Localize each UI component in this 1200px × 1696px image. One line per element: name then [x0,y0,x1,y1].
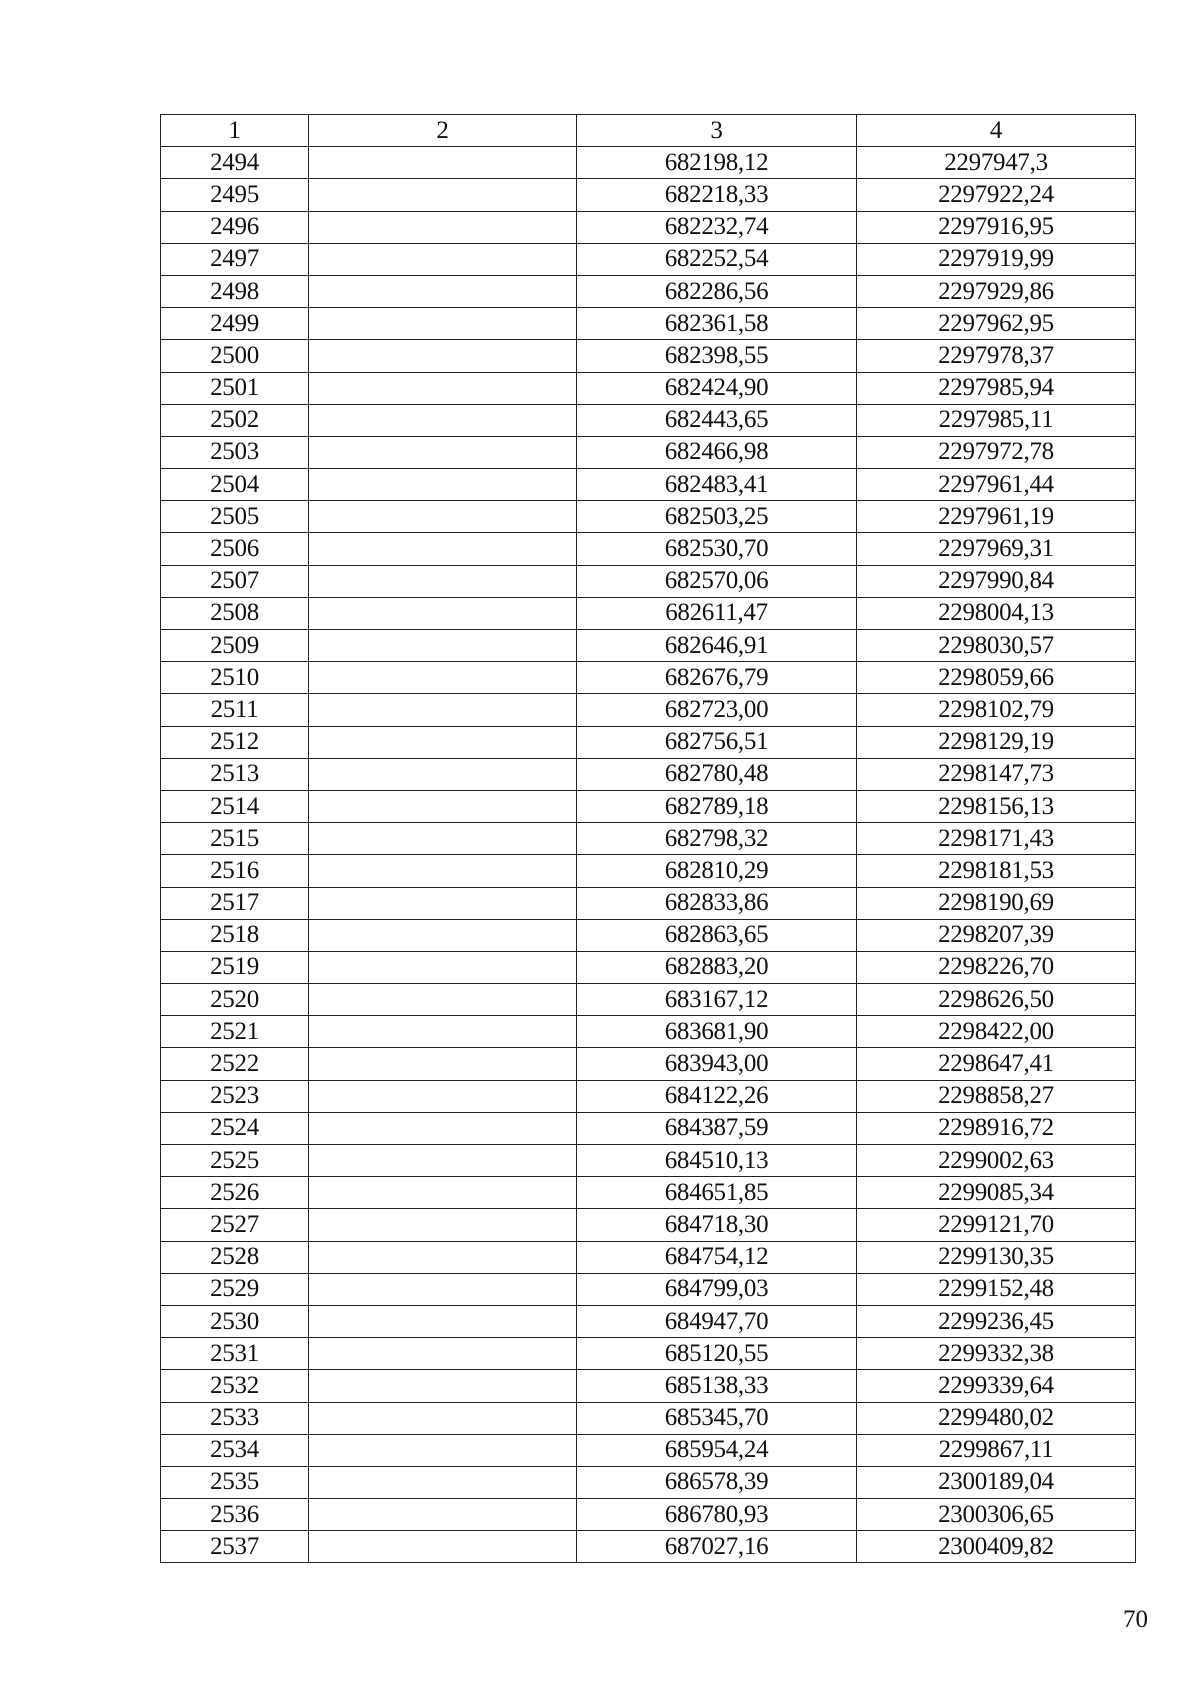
column-2-cell [309,855,577,887]
coordinate-x-cell: 682286,56 [577,275,857,307]
point-number-cell: 2537 [161,1531,309,1563]
point-number-cell: 2533 [161,1402,309,1434]
point-number-cell: 2502 [161,404,309,436]
point-number-cell: 2506 [161,533,309,565]
point-number-cell: 2499 [161,308,309,340]
coordinate-x-cell: 683681,90 [577,1016,857,1048]
coordinate-y-cell: 2298207,39 [857,919,1136,951]
column-2-cell [309,1080,577,1112]
table-row [161,984,1136,1016]
coordinate-x-cell: 684510,13 [577,1145,857,1177]
coordinate-y-cell: 2299339,64 [857,1370,1136,1402]
coordinate-y-cell: 2299236,45 [857,1305,1136,1337]
coordinate-y-cell: 2297929,86 [857,275,1136,307]
page-number: 70 [1123,1606,1148,1633]
table-row [161,630,1136,662]
column-2-cell [309,694,577,726]
coordinate-y-cell: 2298030,57 [857,630,1136,662]
coordinate-x-cell: 684651,85 [577,1177,857,1209]
coordinate-x-cell: 684718,30 [577,1209,857,1241]
coordinate-y-cell: 2297985,94 [857,372,1136,404]
coordinate-x-cell: 682398,55 [577,340,857,372]
column-2-cell [309,1273,577,1305]
table-row [161,1016,1136,1048]
point-number-cell: 2531 [161,1338,309,1370]
point-number-cell: 2526 [161,1177,309,1209]
table-row [161,147,1136,179]
point-number-cell: 2517 [161,887,309,919]
column-2-cell [309,1177,577,1209]
column-2-cell [309,275,577,307]
point-number-cell: 2527 [161,1209,309,1241]
column-header-1: 1 [161,115,309,147]
coordinate-x-cell: 683943,00 [577,1048,857,1080]
coordinate-x-cell: 682756,51 [577,726,857,758]
column-2-cell [309,726,577,758]
point-number-cell: 2529 [161,1273,309,1305]
column-header-3: 3 [577,115,857,147]
column-2-cell [309,630,577,662]
coordinate-y-cell: 2297919,99 [857,243,1136,275]
coordinate-y-cell: 2298129,19 [857,726,1136,758]
coordinate-x-cell: 682232,74 [577,211,857,243]
column-2-cell [309,1209,577,1241]
point-number-cell: 2525 [161,1145,309,1177]
table-row [161,340,1136,372]
column-2-cell [309,887,577,919]
coordinate-x-cell: 682424,90 [577,372,857,404]
column-2-cell [309,919,577,951]
column-2-cell [309,1370,577,1402]
point-number-cell: 2515 [161,823,309,855]
coordinate-x-cell: 682530,70 [577,533,857,565]
point-number-cell: 2509 [161,630,309,662]
table-row [161,662,1136,694]
point-number-cell: 2496 [161,211,309,243]
coordinate-y-cell: 2298190,69 [857,887,1136,919]
table-row [161,243,1136,275]
point-number-cell: 2505 [161,501,309,533]
point-number-cell: 2528 [161,1241,309,1273]
point-number-cell: 2513 [161,758,309,790]
table-row [161,1273,1136,1305]
column-2-cell [309,533,577,565]
coordinate-y-cell: 2299867,11 [857,1434,1136,1466]
column-2-cell [309,1048,577,1080]
coordinate-y-cell: 2297972,78 [857,436,1136,468]
table-row [161,887,1136,919]
column-2-cell [309,984,577,1016]
column-2-cell [309,469,577,501]
coordinate-x-cell: 682361,58 [577,308,857,340]
coordinate-y-cell: 2297978,37 [857,340,1136,372]
table-row [161,1402,1136,1434]
point-number-cell: 2501 [161,372,309,404]
coordinate-x-cell: 682570,06 [577,565,857,597]
table-row [161,1145,1136,1177]
coordinate-y-cell: 2298156,13 [857,790,1136,822]
table-row [161,1209,1136,1241]
table-row [161,1177,1136,1209]
coordinate-y-cell: 2299152,48 [857,1273,1136,1305]
coordinate-y-cell: 2298147,73 [857,758,1136,790]
coordinate-y-cell: 2298226,70 [857,951,1136,983]
point-number-cell: 2498 [161,275,309,307]
table-row [161,790,1136,822]
coordinate-x-cell: 685138,33 [577,1370,857,1402]
point-number-cell: 2522 [161,1048,309,1080]
column-2-cell [309,1241,577,1273]
point-number-cell: 2536 [161,1499,309,1531]
coordinate-y-cell: 2297922,24 [857,179,1136,211]
table-row [161,179,1136,211]
column-2-cell [309,1338,577,1370]
table-row [161,758,1136,790]
coordinate-x-cell: 684947,70 [577,1305,857,1337]
column-2-cell [309,372,577,404]
coordinates-table [160,114,1136,1563]
table-row [161,1048,1136,1080]
table-body [161,147,1136,1563]
column-2-cell [309,501,577,533]
table-row [161,533,1136,565]
coordinate-x-cell: 684799,03 [577,1273,857,1305]
table-row [161,1499,1136,1531]
column-2-cell [309,1305,577,1337]
table-row [161,1531,1136,1563]
coordinate-x-cell: 685120,55 [577,1338,857,1370]
point-number-cell: 2521 [161,1016,309,1048]
table-row [161,726,1136,758]
column-2-cell [309,404,577,436]
column-2-cell [309,1531,577,1563]
point-number-cell: 2519 [161,951,309,983]
table-row [161,951,1136,983]
coordinate-y-cell: 2298004,13 [857,597,1136,629]
table-row [161,919,1136,951]
point-number-cell: 2535 [161,1466,309,1498]
coordinate-x-cell: 684387,59 [577,1112,857,1144]
table-row [161,1338,1136,1370]
point-number-cell: 2524 [161,1112,309,1144]
coordinate-y-cell: 2298858,27 [857,1080,1136,1112]
point-number-cell: 2514 [161,790,309,822]
point-number-cell: 2532 [161,1370,309,1402]
table-row [161,1080,1136,1112]
column-2-cell [309,823,577,855]
coordinate-y-cell: 2298626,50 [857,984,1136,1016]
point-number-cell: 2508 [161,597,309,629]
coordinate-y-cell: 2298059,66 [857,662,1136,694]
coordinate-y-cell: 2299085,34 [857,1177,1136,1209]
column-2-cell [309,179,577,211]
coordinate-x-cell: 682723,00 [577,694,857,726]
coordinate-x-cell: 682198,12 [577,147,857,179]
table-row [161,211,1136,243]
coordinate-y-cell: 2300306,65 [857,1499,1136,1531]
coordinate-x-cell: 685345,70 [577,1402,857,1434]
coordinate-x-cell: 682443,65 [577,404,857,436]
coordinate-y-cell: 2297985,11 [857,404,1136,436]
coordinate-y-cell: 2299480,02 [857,1402,1136,1434]
coordinate-x-cell: 682483,41 [577,469,857,501]
table-row [161,1305,1136,1337]
coordinate-x-cell: 682810,29 [577,855,857,887]
coordinate-x-cell: 684754,12 [577,1241,857,1273]
table-row [161,823,1136,855]
table-row [161,469,1136,501]
column-2-cell [309,662,577,694]
coordinate-x-cell: 686578,39 [577,1466,857,1498]
point-number-cell: 2516 [161,855,309,887]
coordinate-y-cell: 2298171,43 [857,823,1136,855]
column-2-cell [309,565,577,597]
column-2-cell [309,1402,577,1434]
coordinate-y-cell: 2298181,53 [857,855,1136,887]
table-row [161,436,1136,468]
table-row [161,1370,1136,1402]
coordinate-y-cell: 2297916,95 [857,211,1136,243]
coordinate-y-cell: 2297962,95 [857,308,1136,340]
coordinate-x-cell: 682252,54 [577,243,857,275]
coordinate-x-cell: 685954,24 [577,1434,857,1466]
coordinate-y-cell: 2300189,04 [857,1466,1136,1498]
coordinate-y-cell: 2297961,44 [857,469,1136,501]
table-row [161,501,1136,533]
column-header-2: 2 [309,115,577,147]
coordinate-y-cell: 2297969,31 [857,533,1136,565]
coordinate-x-cell: 687027,16 [577,1531,857,1563]
coordinate-x-cell: 682798,32 [577,823,857,855]
coordinate-x-cell: 682503,25 [577,501,857,533]
table-row [161,372,1136,404]
point-number-cell: 2511 [161,694,309,726]
coordinate-x-cell: 686780,93 [577,1499,857,1531]
column-2-cell [309,147,577,179]
column-2-cell [309,1016,577,1048]
coordinate-x-cell: 682883,20 [577,951,857,983]
point-number-cell: 2500 [161,340,309,372]
table-row [161,855,1136,887]
table-row [161,404,1136,436]
coordinate-y-cell: 2299130,35 [857,1241,1136,1273]
column-header-4: 4 [857,115,1136,147]
coordinate-y-cell: 2299002,63 [857,1145,1136,1177]
column-2-cell [309,308,577,340]
coordinate-y-cell: 2298647,41 [857,1048,1136,1080]
coordinate-y-cell: 2298916,72 [857,1112,1136,1144]
column-2-cell [309,1112,577,1144]
point-number-cell: 2494 [161,147,309,179]
coordinate-y-cell: 2297947,3 [857,147,1136,179]
column-2-cell [309,790,577,822]
coordinate-x-cell: 683167,12 [577,984,857,1016]
table-row [161,1241,1136,1273]
coordinate-x-cell: 682780,48 [577,758,857,790]
coordinate-x-cell: 682611,47 [577,597,857,629]
point-number-cell: 2495 [161,179,309,211]
point-number-cell: 2497 [161,243,309,275]
column-2-cell [309,211,577,243]
table-row [161,565,1136,597]
column-2-cell [309,1466,577,1498]
table-row [161,1434,1136,1466]
point-number-cell: 2512 [161,726,309,758]
point-number-cell: 2504 [161,469,309,501]
point-number-cell: 2534 [161,1434,309,1466]
point-number-cell: 2518 [161,919,309,951]
coordinate-y-cell: 2299121,70 [857,1209,1136,1241]
coordinate-x-cell: 682789,18 [577,790,857,822]
column-2-cell [309,243,577,275]
coordinate-x-cell: 682863,65 [577,919,857,951]
point-number-cell: 2507 [161,565,309,597]
column-2-cell [309,597,577,629]
column-2-cell [309,340,577,372]
coordinate-y-cell: 2298422,00 [857,1016,1136,1048]
coordinate-x-cell: 682218,33 [577,179,857,211]
coordinate-x-cell: 682676,79 [577,662,857,694]
point-number-cell: 2530 [161,1305,309,1337]
column-2-cell [309,951,577,983]
coordinate-x-cell: 684122,26 [577,1080,857,1112]
column-2-cell [309,1499,577,1531]
table-header-row [161,115,1136,147]
table-row [161,597,1136,629]
point-number-cell: 2523 [161,1080,309,1112]
column-2-cell [309,1145,577,1177]
column-2-cell [309,436,577,468]
coordinate-y-cell: 2297990,84 [857,565,1136,597]
coordinate-x-cell: 682646,91 [577,630,857,662]
coordinate-y-cell: 2297961,19 [857,501,1136,533]
column-2-cell [309,758,577,790]
point-number-cell: 2503 [161,436,309,468]
column-2-cell [309,1434,577,1466]
table-row [161,1466,1136,1498]
coordinate-y-cell: 2300409,82 [857,1531,1136,1563]
table-row [161,694,1136,726]
point-number-cell: 2510 [161,662,309,694]
coordinate-x-cell: 682833,86 [577,887,857,919]
coordinate-x-cell: 682466,98 [577,436,857,468]
coordinate-y-cell: 2298102,79 [857,694,1136,726]
point-number-cell: 2520 [161,984,309,1016]
table-row [161,308,1136,340]
table-row [161,275,1136,307]
table-row [161,1112,1136,1144]
coordinate-y-cell: 2299332,38 [857,1338,1136,1370]
